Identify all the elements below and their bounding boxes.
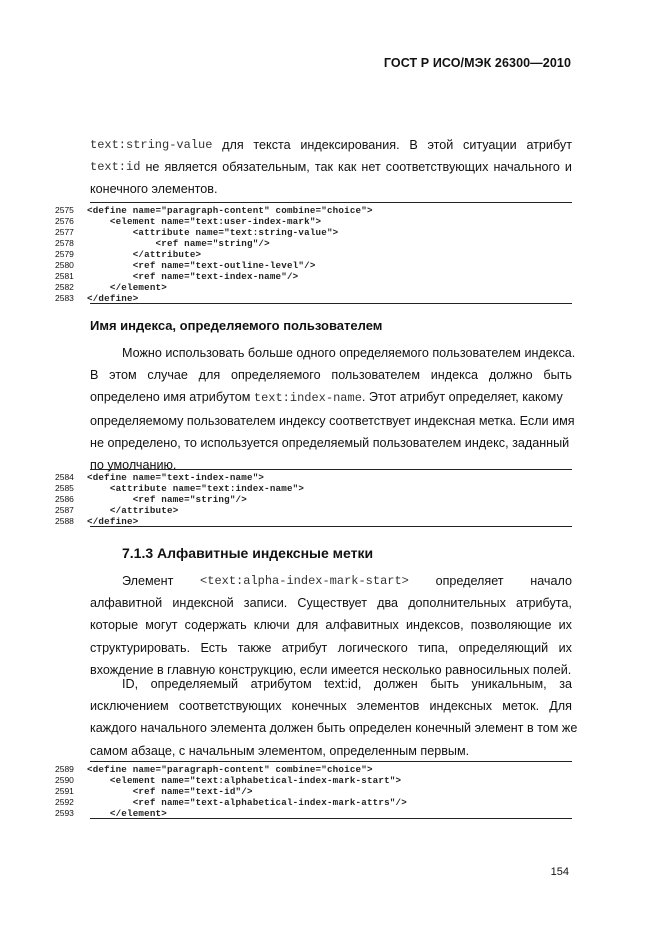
code-line: 2581 <ref name="text-index-name"/> (55, 271, 299, 282)
code-line: 2582 </element> (55, 282, 167, 293)
code-line: 2587 </attribute> (55, 505, 179, 516)
para3-line-5: вхождение в главную конструкцию, если имеется несколько равносильных полей. (90, 662, 572, 677)
para2-line-3: определено имя атрибутом text:index-name. Этот атрибут определяет, какому (90, 390, 563, 406)
code-line: 2590 <element name="text:alphabetical-index-mark-start"> (55, 775, 402, 786)
code-rule-bottom (90, 526, 572, 527)
paragraph-alpha-index (90, 570, 572, 681)
para1-line-3: конечного элементов. (90, 182, 218, 197)
para1-line-1: text:string-value для текста индексирования. В этой ситуации атрибут (90, 138, 572, 152)
para3-line-2: алфавитной индексной записи. Существует два дополнительных атрибута, (90, 596, 572, 611)
para2-line-5: не определено, то используется определяемый пользователем индекс, заданный (90, 435, 570, 450)
para3-line-4: структурировать. Есть также атрибут логического типа, определяющий их (90, 640, 572, 655)
code-line: 2592 <ref name="text-alphabetical-index-mark-attrs"/> (55, 797, 407, 808)
para3-line-1: Элемент <text:alpha-index-mark-start> определяет начало (122, 574, 572, 588)
code-line: 2586 <ref name="string"/> (55, 494, 247, 505)
code-line: 2580 <ref name="text-outline-level"/> (55, 260, 316, 271)
code-line: 2589 <define name="paragraph-content" combine="choice"> (55, 764, 373, 775)
para4-line-1: ID, определяемый атрибутом text:id, должен быть уникальным, за (122, 677, 572, 691)
code-block-3 (55, 761, 572, 818)
code-block-2 (55, 469, 572, 526)
code-line: 2585 <attribute name="text:index-name"> (55, 483, 305, 494)
code-block-1 (55, 202, 572, 303)
code-rule-bottom (90, 818, 572, 819)
para3-line-3: которые могут содержать ключи для алфавитных индексов, позволяющие их (90, 618, 572, 633)
page-number: 154 (550, 866, 569, 878)
paragraph-id-attribute (90, 673, 578, 762)
para2-line-6: по умолчанию. (90, 458, 177, 473)
para2-line-2: В этом случае для определяемого пользователем индекса должно быть (90, 368, 572, 383)
code-line: 2578 <ref name="string"/> (55, 238, 270, 249)
code-line: 2588 </define> (55, 516, 139, 527)
paragraph-user-index (90, 342, 576, 476)
para2-line-1: Можно использовать больше одного определяемого пользователем индекса. (122, 346, 576, 360)
para2-line-4: определяемому пользователем индексу соответствует индексная метка. Если имя (90, 413, 575, 428)
code-line: 2576 <element name="text:user-index-mark"> (55, 216, 322, 227)
code-line: 2579 </attribute> (55, 249, 202, 260)
para4-line-3: каждого начального элемента должен быть определен конечный элемент в том же (90, 721, 578, 736)
para1-line-2: text:id не является обязательным, так как нет соответствующих начального и (90, 160, 572, 175)
code-line: 2584 <define name="text-index-name"> (55, 472, 265, 483)
code-rule-top (90, 469, 572, 470)
code-line: 2591 <ref name="text-id"/> (55, 786, 253, 797)
para4-line-2: исключением соответствующих конечных элементов индексных меток. Для (90, 699, 572, 714)
code-rule-bottom (90, 303, 572, 304)
code-line: 2593 </element> (55, 808, 167, 819)
code-line: 2583 </define> (55, 293, 139, 304)
code-rule-top (90, 761, 572, 762)
standard-header: ГОСТ Р ИСО/МЭК 26300—2010 (383, 56, 571, 70)
code-rule-top (90, 202, 572, 203)
code-line: 2575 <define name="paragraph-content" combine="choice"> (55, 205, 373, 216)
section-heading-user-index-name: Имя индекса, определяемого пользователем (90, 318, 383, 333)
paragraph-string-value (90, 134, 572, 201)
para4-line-4: самом абзаце, с начальным элементом, определенным первым. (90, 743, 470, 758)
section-heading-7-1-3: 7.1.3 Алфавитные индексные метки (122, 545, 374, 561)
code-line: 2577 <attribute name="text:string-value"> (55, 227, 339, 238)
